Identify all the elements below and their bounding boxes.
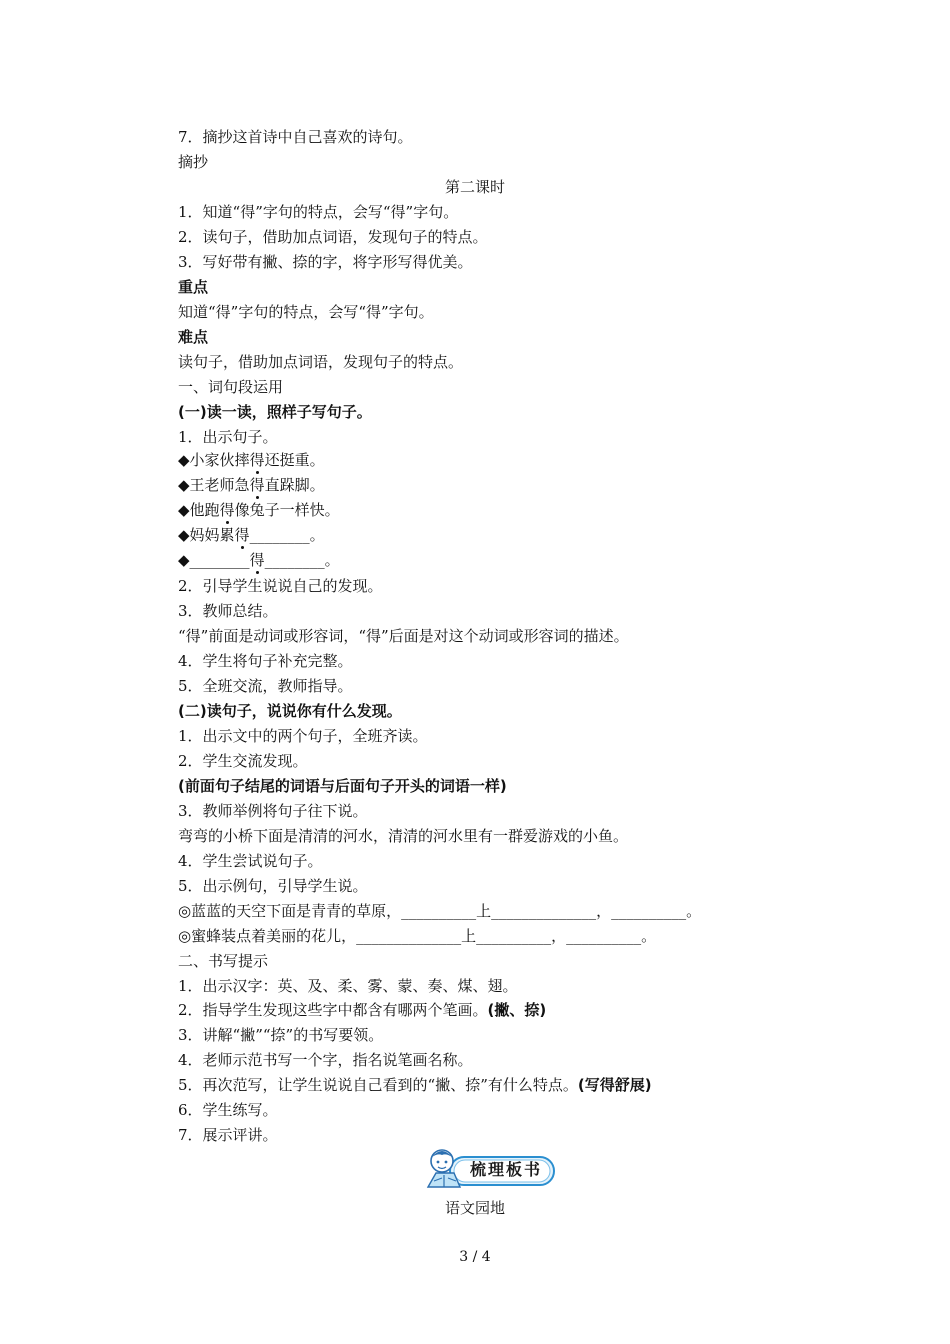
note-line: (前面句子结尾的词语与后面句子开头的词语一样) [178, 777, 507, 795]
heading-difficulty: 难点 [178, 328, 209, 346]
subheading: (一)读一读，照样子写句子。 [178, 403, 372, 421]
board-summary-banner [426, 1145, 556, 1189]
text-line: 7．展示评讲。 [178, 1126, 278, 1144]
dotted-char: 得 [234, 526, 250, 544]
heading-focus: 重点 [178, 278, 209, 296]
text-line: 摘抄 [178, 153, 209, 171]
dotted-char: 得 [219, 501, 235, 519]
text-line [178, 1000, 546, 1020]
text-line: 6．学生练写。 [178, 1101, 278, 1119]
fill-blank-line: ◎蓝蓝的天空下面是青青的草原，__________上______________，__________。 [178, 902, 702, 920]
text-line: 1．知道“得”字句的特点，会写“得”字句。 [178, 203, 459, 221]
text-segment: 2．指导学生发现这些字中都含有哪两个笔画。 [178, 1001, 488, 1019]
text-segment: 5．再次范写，让学生说说自己看到的“撇、捺”有什么特点。 [178, 1076, 578, 1094]
text-line: 2．引导学生说说自己的发现。 [178, 577, 383, 595]
example-sentence [178, 475, 325, 495]
text-segment: ◆王老师急 [178, 476, 250, 494]
text-line: “得”前面是动词或形容词，“得”后面是对这个动词或形容词的描述。 [178, 627, 629, 645]
answer-note: (撇、捺) [487, 1001, 547, 1019]
text-segment: ◆小家伙摔 [178, 451, 250, 469]
text-line: 4．老师示范书写一个字，指名说笔画名称。 [178, 1051, 473, 1069]
text-line: 1．出示汉字：英、及、柔、雾、蒙、奏、煤、翅。 [178, 977, 518, 995]
text-line: 3．教师总结。 [178, 602, 278, 620]
dotted-char: 得 [249, 476, 265, 494]
text-line: 2．读句子，借助加点词语，发现句子的特点。 [178, 228, 488, 246]
text-segment: ◆________ [178, 551, 250, 569]
text-segment: ________。 [249, 526, 325, 544]
text-segment: 还挺重。 [264, 451, 325, 469]
text-line: 4．学生尝试说句子。 [178, 852, 323, 870]
text-line: 读句子，借助加点词语，发现句子的特点。 [178, 353, 464, 371]
fill-blank-line: ◎蜜蜂装点着美丽的花儿，______________上__________，__________。 [178, 927, 657, 945]
text-line: 2．学生交流发现。 [178, 752, 308, 770]
text-segment: ◆他跑 [178, 501, 220, 519]
text-line: 1．出示文中的两个句子，全班齐读。 [178, 727, 428, 745]
text-line: 5．出示例句，引导学生说。 [178, 877, 368, 895]
section-title: 第二课时 [444, 178, 505, 196]
answer-note: (写得舒展) [577, 1076, 652, 1094]
text-segment: 像兔子一样快。 [234, 501, 340, 519]
example-sentence [178, 550, 340, 570]
text-line: 5．全班交流，教师指导。 [178, 677, 353, 695]
dotted-char: 得 [249, 451, 265, 469]
text-line: 知道“得”字句的特点，会写“得”字句。 [178, 303, 434, 321]
text-line: 3．讲解“撇”“捺”的书写要领。 [178, 1026, 384, 1044]
text-line: 二、书写提示 [178, 952, 269, 970]
text-line: 一、词句段运用 [178, 378, 284, 396]
text-line: 4．学生将句子补充完整。 [178, 652, 353, 670]
text-line [178, 1075, 652, 1095]
text-line: 3．写好带有撇、捺的字，将字形写得优美。 [178, 253, 473, 271]
subheading: (二)读句子，说说你有什么发现。 [178, 702, 402, 720]
text-line: 7．摘抄这首诗中自己喜欢的诗句。 [178, 128, 413, 146]
text-segment: 直跺脚。 [264, 476, 325, 494]
text-line: 弯弯的小桥下面是清清的河水，清清的河水里有一群爱游戏的小鱼。 [178, 827, 629, 845]
text-segment: ◆妈妈累 [178, 526, 235, 544]
text-segment: ________。 [264, 551, 340, 569]
banner-label: 梳理板书 [469, 1160, 542, 1179]
text-line: 3．教师举例将句子往下说。 [178, 802, 368, 820]
example-sentence [178, 500, 340, 520]
board-title: 语文园地 [444, 1199, 505, 1217]
example-sentence [178, 450, 325, 470]
dotted-char: 得 [249, 551, 265, 569]
text-line: 1．出示句子。 [178, 428, 278, 446]
page-number: 3 / 4 [459, 1249, 491, 1265]
example-sentence [178, 525, 325, 545]
